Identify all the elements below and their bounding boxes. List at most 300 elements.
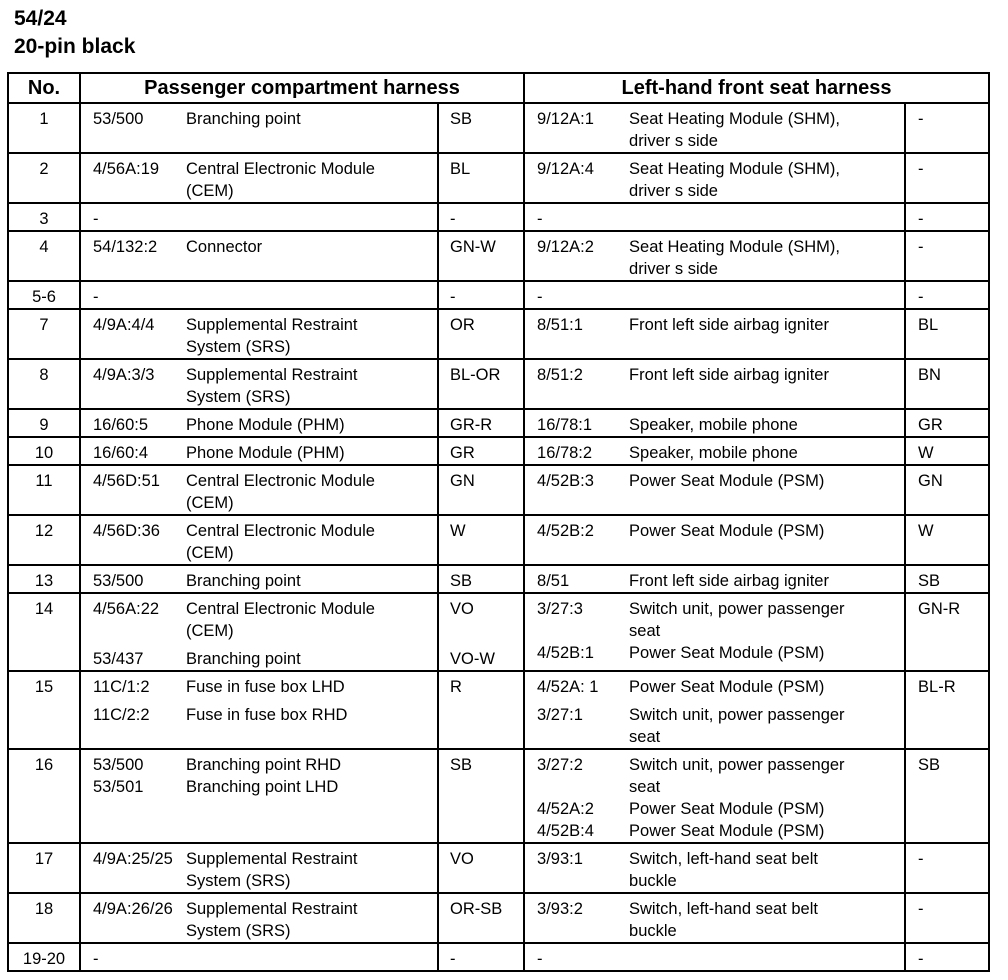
passenger-description: Branching point xyxy=(186,650,301,668)
passenger-connector-code: 53/501 xyxy=(93,778,144,796)
passenger-wire-color-cell xyxy=(438,309,524,359)
left-seat-wire-color: W xyxy=(918,444,934,462)
passenger-wire-color: GN-W xyxy=(450,238,496,256)
left-seat-wire-color-cell xyxy=(905,565,989,593)
table-row xyxy=(8,153,989,203)
passenger-wire-color: VO-W xyxy=(450,650,495,668)
left-seat-connector-code: 3/27:1 xyxy=(537,706,583,724)
pinout-table xyxy=(7,72,990,972)
passenger-connector-code: 4/56A:19 xyxy=(93,160,160,178)
left-seat-description: Switch unit, power passenger xyxy=(629,706,845,724)
left-seat-wire-color: GN-R xyxy=(918,600,961,618)
passenger-wire-color: GN xyxy=(450,472,475,490)
left-seat-description-cell xyxy=(627,103,905,153)
left-seat-code-cell xyxy=(524,593,627,671)
passenger-code-cell xyxy=(80,203,184,231)
passenger-description: Fuse in fuse box RHD xyxy=(186,706,348,724)
left-seat-code-cell xyxy=(524,203,627,231)
passenger-wire-color-cell xyxy=(438,153,524,203)
passenger-wire-color-cell xyxy=(438,943,524,971)
left-seat-code-cell xyxy=(524,359,627,409)
blank-line xyxy=(918,776,988,798)
left-seat-description-cell xyxy=(627,231,905,281)
passenger-connector-code: 53/500 xyxy=(93,756,144,774)
pin-number: 5-6 xyxy=(8,281,80,309)
blank-line xyxy=(918,920,988,942)
passenger-wire-color: SB xyxy=(450,572,473,590)
passenger-description-cell xyxy=(184,893,438,943)
left-seat-wire-color: SB xyxy=(918,572,941,590)
left-seat-description-cell xyxy=(627,843,905,893)
connector-description: 20-pin black xyxy=(14,35,136,58)
table-row xyxy=(8,843,989,893)
passenger-code-cell xyxy=(80,893,184,943)
left-seat-wire-color-cell xyxy=(905,515,989,565)
passenger-description-cell xyxy=(184,749,438,843)
passenger-wire-color: SB xyxy=(450,110,473,128)
header-left-seat-harness: Left-hand front seat harness xyxy=(524,73,989,103)
passenger-connector-code: 16/60:5 xyxy=(93,416,149,434)
blank-line xyxy=(450,542,523,564)
blank-line xyxy=(918,130,988,152)
passenger-description xyxy=(186,286,437,308)
left-seat-description: Switch, left-hand seat belt xyxy=(629,900,818,918)
passenger-description: (CEM) xyxy=(186,182,234,200)
left-seat-wire-color: W xyxy=(918,522,934,540)
blank-line xyxy=(450,870,523,892)
passenger-description-cell xyxy=(184,409,438,437)
passenger-description-cell xyxy=(184,359,438,409)
left-seat-description-cell xyxy=(627,281,905,309)
passenger-wire-color xyxy=(450,776,523,798)
left-seat-connector-code: 3/93:1 xyxy=(537,850,583,868)
blank-line xyxy=(450,620,523,642)
passenger-description: System (SRS) xyxy=(186,388,291,406)
passenger-description-cell xyxy=(184,843,438,893)
passenger-description: (CEM) xyxy=(186,622,234,640)
left-seat-wire-color: BL xyxy=(918,316,939,334)
table-row xyxy=(8,515,989,565)
left-seat-code-cell xyxy=(524,437,627,465)
passenger-connector-code: - xyxy=(93,288,99,306)
left-seat-connector-code: 4/52B:4 xyxy=(537,822,594,840)
passenger-connector-code: 4/9A:26/26 xyxy=(93,900,173,918)
passenger-connector-code: 11C/1:2 xyxy=(93,678,150,696)
left-seat-description: Power Seat Module (PSM) xyxy=(629,822,825,840)
pin-number: 13 xyxy=(8,565,80,593)
left-seat-wire-color: GR xyxy=(918,416,943,434)
pin-number: 14 xyxy=(8,593,80,671)
left-seat-code-cell xyxy=(524,515,627,565)
left-seat-code-cell xyxy=(524,153,627,203)
left-seat-connector-code: 4/52A: 1 xyxy=(537,678,599,696)
table-row xyxy=(8,671,989,749)
left-seat-description: Seat Heating Module (SHM), xyxy=(629,160,840,178)
left-seat-description-cell xyxy=(627,203,905,231)
left-seat-description-cell xyxy=(627,309,905,359)
passenger-connector-code: 4/56A:22 xyxy=(93,600,160,618)
connector-id: 54/24 xyxy=(14,7,67,30)
left-seat-code-cell xyxy=(524,671,627,749)
blank-line xyxy=(93,870,184,892)
blank-line xyxy=(93,620,184,642)
passenger-code-cell xyxy=(80,281,184,309)
passenger-description: Central Electronic Module xyxy=(186,522,375,540)
left-seat-description: Speaker, mobile phone xyxy=(629,416,798,434)
table-row xyxy=(8,309,989,359)
blank-line xyxy=(918,180,988,202)
passenger-code-cell xyxy=(80,943,184,971)
left-seat-connector-code: - xyxy=(537,210,543,228)
left-seat-wire-color: - xyxy=(918,850,924,868)
left-seat-wire-color-cell xyxy=(905,893,989,943)
passenger-wire-color: BL xyxy=(450,160,471,178)
pin-number: 2 xyxy=(8,153,80,203)
left-seat-wire-color-cell xyxy=(905,359,989,409)
passenger-description: Supplemental Restraint xyxy=(186,900,358,918)
pin-number: 8 xyxy=(8,359,80,409)
table-row xyxy=(8,437,989,465)
passenger-description: Connector xyxy=(186,238,263,256)
left-seat-description: Switch unit, power passenger xyxy=(629,756,845,774)
left-seat-wire-color-cell xyxy=(905,153,989,203)
passenger-connector-code: 4/9A:3/3 xyxy=(93,366,155,384)
passenger-connector-code: 4/56D:36 xyxy=(93,522,160,540)
left-seat-description xyxy=(629,948,904,970)
left-seat-wire-color-cell xyxy=(905,593,989,671)
left-seat-description: Seat Heating Module (SHM), xyxy=(629,110,840,128)
passenger-description xyxy=(186,208,437,230)
left-seat-wire-color-cell xyxy=(905,309,989,359)
left-seat-description-cell xyxy=(627,359,905,409)
passenger-connector-code: 54/132:2 xyxy=(93,238,158,256)
passenger-wire-color: GR-R xyxy=(450,416,493,434)
blank-line xyxy=(450,336,523,358)
pin-number: 10 xyxy=(8,437,80,465)
passenger-description: (CEM) xyxy=(186,494,234,512)
passenger-wire-color-cell xyxy=(438,565,524,593)
passenger-wire-color xyxy=(450,704,523,726)
left-seat-description: Seat Heating Module (SHM), xyxy=(629,238,840,256)
left-seat-description: buckle xyxy=(629,872,677,890)
passenger-description: Phone Module (PHM) xyxy=(186,444,345,462)
left-seat-connector-code: 16/78:2 xyxy=(537,444,593,462)
passenger-wire-color-cell xyxy=(438,843,524,893)
left-seat-wire-color-cell xyxy=(905,465,989,515)
passenger-description xyxy=(186,948,437,970)
left-seat-connector-code: 8/51:1 xyxy=(537,316,583,334)
passenger-connector-code: 4/9A:4/4 xyxy=(93,316,155,334)
pin-number: 18 xyxy=(8,893,80,943)
passenger-description: Branching point xyxy=(186,572,301,590)
passenger-description: System (SRS) xyxy=(186,338,291,356)
passenger-description-cell xyxy=(184,153,438,203)
passenger-wire-color: - xyxy=(450,950,456,968)
blank-line xyxy=(93,336,184,358)
passenger-wire-color: - xyxy=(450,210,456,228)
blank-line xyxy=(537,130,627,152)
left-seat-connector-code: - xyxy=(537,950,543,968)
left-seat-wire-color: BL-R xyxy=(918,678,956,696)
left-seat-connector-code: 4/52B:3 xyxy=(537,472,594,490)
left-seat-connector-code: 8/51 xyxy=(537,572,570,590)
left-seat-description-cell xyxy=(627,515,905,565)
left-seat-description: driver s side xyxy=(629,182,718,200)
passenger-code-cell xyxy=(80,409,184,437)
left-seat-connector-code: 9/12A:2 xyxy=(537,238,594,256)
passenger-description-cell xyxy=(184,309,438,359)
table-row xyxy=(8,203,989,231)
blank-line xyxy=(93,920,184,942)
passenger-description: System (SRS) xyxy=(186,922,291,940)
left-seat-wire-color xyxy=(918,704,988,726)
left-seat-description: Speaker, mobile phone xyxy=(629,444,798,462)
left-seat-wire-color xyxy=(918,798,988,820)
left-seat-description-cell xyxy=(627,593,905,671)
left-seat-description: Front left side airbag igniter xyxy=(629,316,829,334)
passenger-description: Branching point xyxy=(186,110,301,128)
table-row xyxy=(8,281,989,309)
left-seat-wire-color: GN xyxy=(918,472,943,490)
passenger-code-cell xyxy=(80,593,184,671)
header-row xyxy=(8,73,989,103)
left-seat-code-cell xyxy=(524,281,627,309)
left-seat-code-cell xyxy=(524,749,627,843)
left-seat-description-cell xyxy=(627,409,905,437)
passenger-wire-color: VO xyxy=(450,600,474,618)
passenger-wire-color: VO xyxy=(450,850,474,868)
passenger-description-cell xyxy=(184,593,438,671)
left-seat-description: Switch, left-hand seat belt xyxy=(629,850,818,868)
passenger-description: Branching point LHD xyxy=(186,778,339,796)
left-seat-description-cell xyxy=(627,437,905,465)
pin-rows xyxy=(8,103,989,971)
passenger-wire-color: - xyxy=(450,288,456,306)
left-seat-wire-color: - xyxy=(918,110,924,128)
left-seat-description xyxy=(629,286,904,308)
left-seat-description: driver s side xyxy=(629,132,718,150)
passenger-wire-color: BL-OR xyxy=(450,366,501,384)
left-seat-wire-color: BN xyxy=(918,366,941,384)
pin-number: 19-20 xyxy=(8,943,80,971)
passenger-description: Supplemental Restraint xyxy=(186,850,358,868)
pin-number: 1 xyxy=(8,103,80,153)
table-row xyxy=(8,409,989,437)
left-seat-description: Switch unit, power passenger xyxy=(629,600,845,618)
passenger-connector-code: 11C/2:2 xyxy=(93,706,150,724)
blank-line xyxy=(918,620,988,642)
left-seat-description: Power Seat Module (PSM) xyxy=(629,800,825,818)
left-seat-code-cell xyxy=(524,103,627,153)
blank-line xyxy=(537,180,627,202)
passenger-description: Supplemental Restraint xyxy=(186,366,358,384)
left-seat-description: seat xyxy=(629,622,661,640)
blank-line xyxy=(450,386,523,408)
passenger-description-cell xyxy=(184,281,438,309)
left-seat-wire-color: SB xyxy=(918,756,941,774)
left-seat-description-cell xyxy=(627,749,905,843)
passenger-code-cell xyxy=(80,671,184,749)
passenger-code-cell xyxy=(80,465,184,515)
left-seat-wire-color-cell xyxy=(905,437,989,465)
header-passenger-harness: Passenger compartment harness xyxy=(80,73,524,103)
pin-number: 11 xyxy=(8,465,80,515)
passenger-wire-color-cell xyxy=(438,593,524,671)
passenger-wire-color-cell xyxy=(438,281,524,309)
left-seat-connector-code: 16/78:1 xyxy=(537,416,593,434)
blank-line xyxy=(537,776,627,798)
left-seat-wire-color xyxy=(918,820,988,842)
left-seat-connector-code: 9/12A:4 xyxy=(537,160,594,178)
left-seat-description: seat xyxy=(629,728,661,746)
left-seat-description: Front left side airbag igniter xyxy=(629,572,829,590)
pin-number: 16 xyxy=(8,749,80,843)
left-seat-wire-color-cell xyxy=(905,231,989,281)
left-seat-description-cell xyxy=(627,153,905,203)
passenger-connector-code: - xyxy=(93,210,99,228)
passenger-wire-color-cell xyxy=(438,103,524,153)
left-seat-description-cell xyxy=(627,465,905,515)
table-row xyxy=(8,893,989,943)
left-seat-description: Power Seat Module (PSM) xyxy=(629,522,825,540)
passenger-code-cell xyxy=(80,231,184,281)
left-seat-code-cell xyxy=(524,231,627,281)
left-seat-connector-code: 9/12A:1 xyxy=(537,110,594,128)
passenger-description-cell xyxy=(184,437,438,465)
left-seat-connector-code: 3/93:2 xyxy=(537,900,583,918)
left-seat-wire-color: - xyxy=(918,288,924,306)
passenger-code-cell xyxy=(80,749,184,843)
passenger-wire-color: OR xyxy=(450,316,475,334)
pin-number: 15 xyxy=(8,671,80,749)
left-seat-description-cell xyxy=(627,893,905,943)
left-seat-connector-code: 3/27:2 xyxy=(537,756,583,774)
left-seat-description: seat xyxy=(629,778,661,796)
passenger-description: Central Electronic Module xyxy=(186,472,375,490)
passenger-wire-color-cell xyxy=(438,465,524,515)
left-seat-wire-color-cell xyxy=(905,671,989,749)
passenger-description-cell xyxy=(184,231,438,281)
blank-line xyxy=(537,870,627,892)
blank-line xyxy=(450,180,523,202)
passenger-connector-code: 53/500 xyxy=(93,110,144,128)
left-seat-connector-code: 3/27:3 xyxy=(537,600,583,618)
passenger-wire-color-cell xyxy=(438,231,524,281)
pin-number: 4 xyxy=(8,231,80,281)
passenger-description: Central Electronic Module xyxy=(186,160,375,178)
blank-line xyxy=(537,726,627,748)
passenger-code-cell xyxy=(80,565,184,593)
left-seat-code-cell xyxy=(524,409,627,437)
left-seat-wire-color-cell xyxy=(905,409,989,437)
left-seat-wire-color: - xyxy=(918,238,924,256)
left-seat-description: Power Seat Module (PSM) xyxy=(629,678,825,696)
left-seat-description-cell xyxy=(627,671,905,749)
passenger-code-cell xyxy=(80,359,184,409)
blank-line xyxy=(918,870,988,892)
blank-line xyxy=(93,180,184,202)
left-seat-description: buckle xyxy=(629,922,677,940)
passenger-code-cell xyxy=(80,843,184,893)
table-row xyxy=(8,943,989,971)
left-seat-code-cell xyxy=(524,893,627,943)
passenger-wire-color: OR-SB xyxy=(450,900,503,918)
passenger-wire-color-cell xyxy=(438,515,524,565)
passenger-wire-color-cell xyxy=(438,437,524,465)
passenger-code-cell xyxy=(80,515,184,565)
passenger-connector-code: 53/500 xyxy=(93,572,144,590)
blank-line xyxy=(537,258,627,280)
left-seat-wire-color-cell xyxy=(905,281,989,309)
passenger-connector-code: 4/9A:25/25 xyxy=(93,850,173,868)
passenger-description-cell xyxy=(184,465,438,515)
left-seat-description-cell xyxy=(627,943,905,971)
passenger-wire-color-cell xyxy=(438,359,524,409)
passenger-connector-code: 53/437 xyxy=(93,650,144,668)
left-seat-wire-color-cell xyxy=(905,749,989,843)
document-title xyxy=(14,5,135,61)
passenger-description: Branching point RHD xyxy=(186,756,341,774)
passenger-wire-color-cell xyxy=(438,749,524,843)
passenger-code-cell xyxy=(80,103,184,153)
passenger-code-cell xyxy=(80,437,184,465)
pin-number: 12 xyxy=(8,515,80,565)
passenger-wire-color: R xyxy=(450,678,462,696)
passenger-wire-color-cell xyxy=(438,203,524,231)
left-seat-connector-code: 8/51:2 xyxy=(537,366,583,384)
left-seat-description: Power Seat Module (PSM) xyxy=(629,644,825,662)
blank-line xyxy=(918,726,988,748)
left-seat-wire-color-cell xyxy=(905,103,989,153)
passenger-code-cell xyxy=(80,153,184,203)
table-row xyxy=(8,465,989,515)
table-row xyxy=(8,359,989,409)
blank-line xyxy=(918,258,988,280)
blank-line xyxy=(93,386,184,408)
blank-line xyxy=(537,920,627,942)
table-row xyxy=(8,593,989,671)
left-seat-connector-code: 4/52A:2 xyxy=(537,800,594,818)
passenger-description: Supplemental Restraint xyxy=(186,316,358,334)
left-seat-wire-color: - xyxy=(918,160,924,178)
table-row xyxy=(8,103,989,153)
table-row xyxy=(8,749,989,843)
blank-line xyxy=(93,492,184,514)
passenger-wire-color-cell xyxy=(438,671,524,749)
left-seat-wire-color-cell xyxy=(905,943,989,971)
pin-number: 9 xyxy=(8,409,80,437)
pin-number: 3 xyxy=(8,203,80,231)
left-seat-code-cell xyxy=(524,465,627,515)
left-seat-wire-color-cell xyxy=(905,203,989,231)
blank-line xyxy=(93,542,184,564)
blank-line xyxy=(537,620,627,642)
passenger-description-cell xyxy=(184,565,438,593)
left-seat-code-cell xyxy=(524,309,627,359)
left-seat-wire-color: - xyxy=(918,900,924,918)
passenger-wire-color-cell xyxy=(438,893,524,943)
table-row xyxy=(8,565,989,593)
left-seat-wire-color xyxy=(918,642,988,664)
passenger-description: System (SRS) xyxy=(186,872,291,890)
left-seat-wire-color: - xyxy=(918,950,924,968)
blank-line xyxy=(450,920,523,942)
passenger-wire-color: W xyxy=(450,522,466,540)
left-seat-connector-code: - xyxy=(537,288,543,306)
passenger-description-cell xyxy=(184,103,438,153)
left-seat-description xyxy=(629,208,904,230)
passenger-wire-color: GR xyxy=(450,444,475,462)
